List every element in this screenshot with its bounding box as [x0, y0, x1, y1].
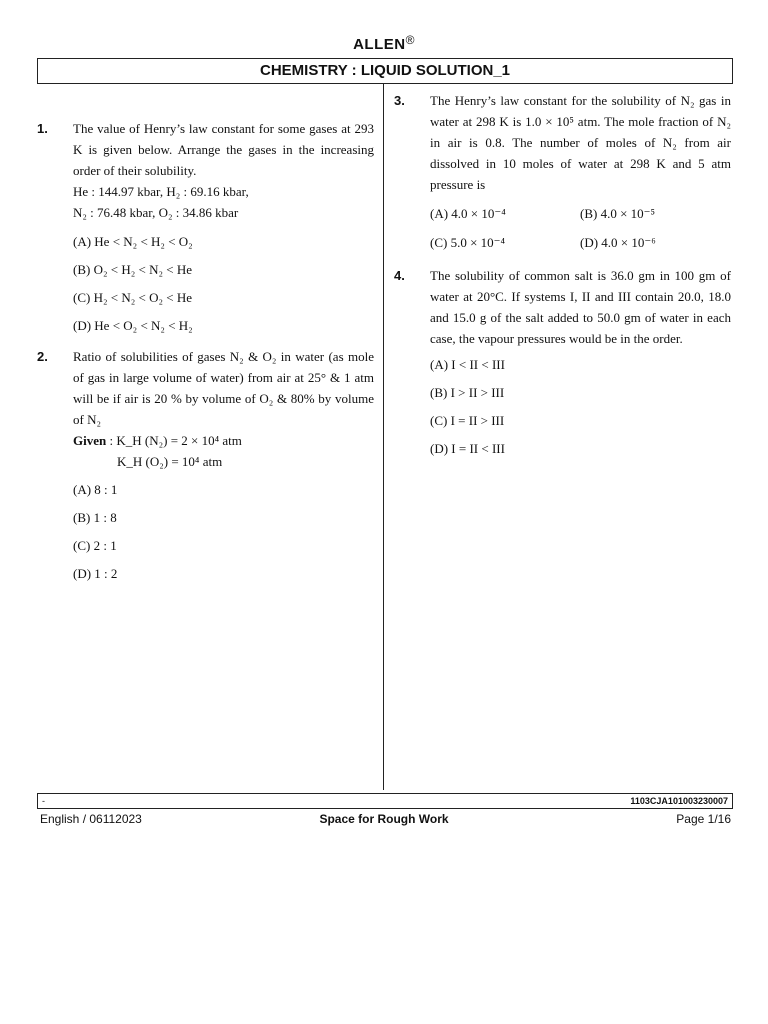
question-1	[37, 118, 374, 223]
question-3	[394, 90, 731, 195]
page-title: CHEMISTRY : LIQUID SOLUTION_1	[37, 58, 733, 84]
question-text: Ratio of solubilities of gases N₂ & O₂ in water (as mole of gas in large volume of water) from air at 25° & 1 atm will be if air is 20 % by volume of O₂ & 80% by volume of N₂	[73, 349, 374, 427]
option-d[interactable]: (D) I = II < III	[430, 441, 505, 456]
right-column	[394, 90, 731, 463]
option-a[interactable]: (A) 4.0 × 10⁻⁴	[430, 206, 506, 221]
footer-dash: -	[42, 796, 45, 806]
option-c[interactable]: (C) I = II > III	[430, 413, 505, 428]
option-d[interactable]: (D) He < O₂ < N₂ < H₂	[73, 318, 193, 333]
footer-code-box	[37, 793, 733, 809]
question-text: The value of Henry’s law constant for some gases at 293 K is given below. Arrange the gases in the increasing order of their solubility.	[73, 121, 374, 178]
brand-logo	[0, 33, 768, 53]
option-b[interactable]: (B) O₂ < H₂ < N₂ < He	[73, 262, 192, 277]
option-a[interactable]: (A) He < N₂ < H₂ < O₂	[73, 234, 193, 249]
given-line	[73, 430, 374, 451]
given-label: Given	[73, 433, 107, 448]
column-divider	[383, 84, 384, 790]
option-d[interactable]: (D) 1 : 2	[73, 566, 118, 581]
question-number: 3.	[394, 93, 405, 108]
rough-work-label: Space for Rough Work	[319, 812, 449, 826]
option-c[interactable]: (C) 5.0 × 10⁻⁴	[430, 235, 506, 250]
option-c[interactable]: (C) H₂ < N₂ < O₂ < He	[73, 290, 192, 305]
data-line: N₂ : 76.48 kbar, O₂ : 34.86 kbar	[73, 205, 239, 220]
option-b[interactable]: (B) I > II > III	[430, 385, 505, 400]
given-value-2: K_H (O₂) = 10⁴ atm	[117, 454, 223, 469]
option-d[interactable]: (D) 4.0 × 10⁻⁶	[580, 235, 656, 250]
options-row-2	[394, 228, 731, 257]
options-row-1	[394, 199, 731, 228]
brand-name: ALLEN	[353, 36, 406, 53]
question-4	[394, 265, 731, 349]
option-a[interactable]: (A) I < II < III	[430, 357, 505, 372]
given-value-1: : K_H (N₂) = 2 × 10⁴ atm	[106, 433, 242, 448]
option-b[interactable]: (B) 4.0 × 10⁻⁵	[580, 206, 656, 221]
question-text: The solubility of common salt is 36.0 gm in 100 gm of water at 20°C. If systems I, II and III contain 20.0, 18.0 and 15.0 g of the salt added to 50.0 gm of water in each case, the vapour pressures would be in the order.	[430, 268, 731, 346]
question-text: The Henry’s law constant for the solubility of N₂ gas in water at 298 K is 1.0 × 10⁵ atm. The mole fraction of N₂ in air is 0.8. The number of moles of N₂ from air dissolved in 10 moles of water at 298 K and 5 atm pressure is	[430, 93, 731, 192]
paper-code: 1103CJA101003230007	[630, 796, 728, 806]
left-column	[37, 118, 374, 588]
data-line: He : 144.97 kbar, H₂ : 69.16 kbar,	[73, 184, 249, 199]
language-date: English / 06112023	[40, 812, 142, 826]
option-c[interactable]: (C) 2 : 1	[73, 538, 117, 553]
registered-mark: ®	[405, 33, 415, 47]
option-a[interactable]: (A) 8 : 1	[73, 482, 118, 497]
option-b[interactable]: (B) 1 : 8	[73, 510, 117, 525]
page-number: Page 1/16	[676, 812, 731, 826]
question-number: 4.	[394, 268, 405, 283]
question-number: 2.	[37, 349, 48, 364]
question-number: 1.	[37, 121, 48, 136]
question-2	[37, 346, 374, 472]
